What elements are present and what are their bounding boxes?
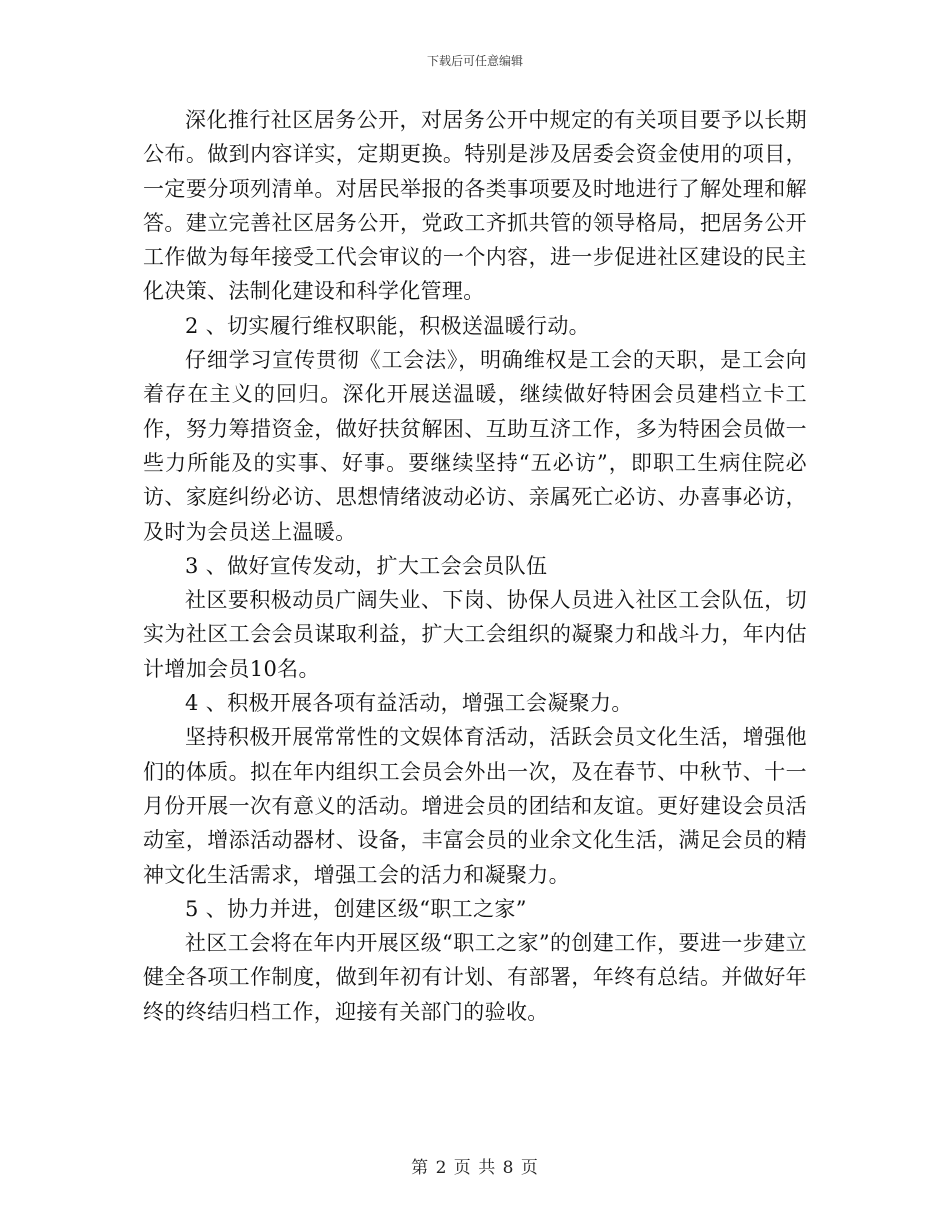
paragraph-rights-protection: 仔细学习宣传贯彻《工会法》，明确维权是工会的天职，是工会向着存在主义的回归。深化开展送温暖，继续做好特困会员建档立卡工作，努力筹措资金，做好扶贫解困、互助互济工作，多为特困会员做一些力所能及的实事、好事。要继续坚持“五必访”，即职工生病住院必访、家庭纠纷必访、思想情绪波动必访、亲属死亡必访、办喜事必访，及时为会员送上温暖。 xyxy=(143,348,807,544)
section-heading-5: 5 、协力并进，创建区级“职工之家” xyxy=(185,896,527,921)
document-body xyxy=(143,103,807,1029)
paragraph-residence-affairs: 深化推行社区居务公开，对居务公开中规定的有关项目要予以长期公布。做到内容详实，定期更换。特别是涉及居委会资金使用的项目，一定要分项列清单。对居民举报的各类事项要及时地进行了解处理和解答。建立完善社区居务公开，党政工齐抓共管的领导格局，把居务公开工作做为每年接受工代会审议的一个内容，进一步促进社区建设的民主化决策、法制化建设和科学化管理。 xyxy=(143,108,807,304)
paragraph-membership: 社区要积极动员广阔失业、下岗、协保人员进入社区工会队伍，切实为社区工会会员谋取利益，扩大工会组织的凝聚力和战斗力，年内估计增加会员10名。 xyxy=(143,588,807,681)
section-heading-4: 4 、积极开展各项有益活动，增强工会凝聚力。 xyxy=(185,691,633,716)
section-heading-3: 3 、做好宣传发动，扩大工会会员队伍 xyxy=(185,553,548,578)
paragraph-workers-home: 社区工会将在年内开展区级“职工之家”的创建工作，要进一步建立健全各项工作制度，做到年初有计划、有部署，年终有总结。并做好年终的终结归档工作，迎接有关部门的验收。 xyxy=(143,931,807,1024)
page-header: 下载后可任意编辑 xyxy=(426,54,523,68)
paragraph-activities: 坚持积极开展常常性的文娱体育活动，活跃会员文化生活，增强他们的体质。拟在年内组织工会员会外出一次，及在春节、中秋节、十一月份开展一次有意义的活动。增进会员的团结和友谊。更好建设会员活动室，增添活动器材、设备，丰富会员的业余文化生活，满足会员的精神文化生活需求，增强工会的活力和凝聚力。 xyxy=(143,725,807,887)
section-heading-2: 2 、切实履行维权职能，积极送温暖行动。 xyxy=(185,313,591,338)
page-number: 第 2 页 共 8 页 xyxy=(411,1158,539,1178)
